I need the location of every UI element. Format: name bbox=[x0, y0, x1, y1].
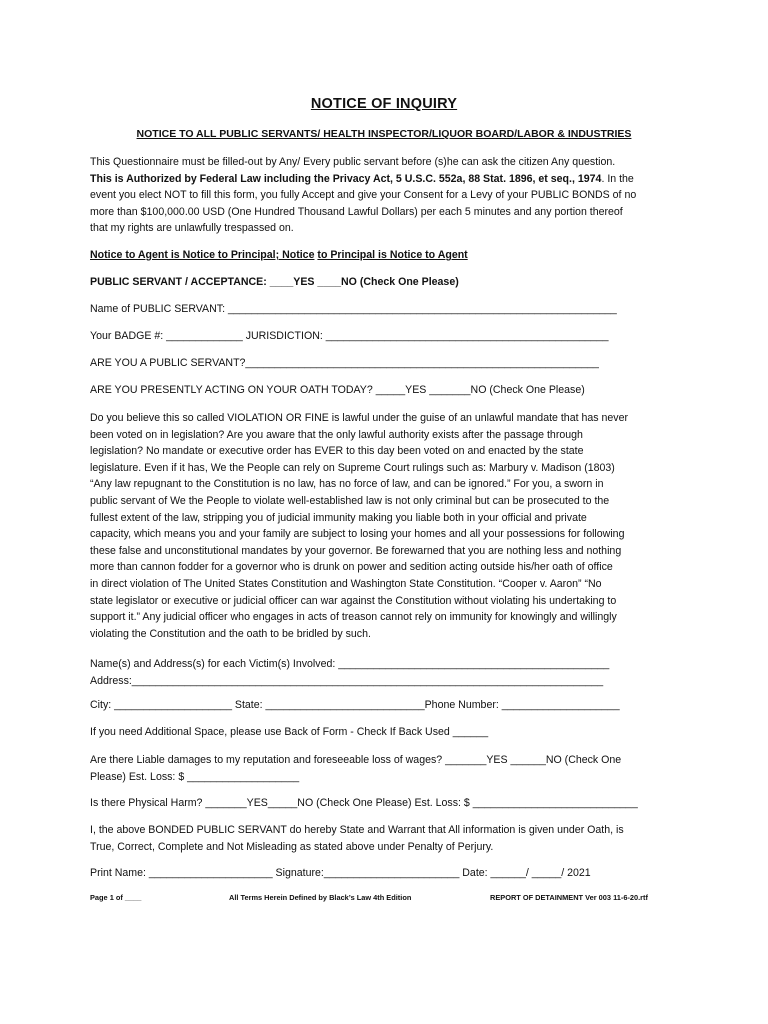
damages-field-group bbox=[90, 752, 690, 785]
body-line: been voted on in legislation? Are you aware that the only lawful authority exists after the passage through bbox=[90, 428, 583, 441]
print-name-signature-date-field[interactable]: Print Name: _____________________ Signature:_______________________ Date: ______/ _____/ 2021 bbox=[90, 867, 591, 879]
document-subtitle: NOTICE TO ALL PUBLIC SERVANTS/ HEALTH INSPECTOR/LIQUOR BOARD/LABOR & INDUSTRIES bbox=[136, 128, 632, 140]
damages-loss-field[interactable]: Please) Est. Loss: $ ___________________ bbox=[90, 770, 300, 783]
additional-space-field[interactable]: If you need Additional Space, please use Back of Form - Check If Back Used ______ bbox=[90, 726, 489, 738]
damages-question-field[interactable]: Are there Liable damages to my reputation and foreseeable loss of wages? _______YES ______NO (Check One bbox=[90, 754, 622, 766]
body-line: Do you believe this so called VIOLATION OR FINE is lawful under the guise of an unlawful mandate that has never bbox=[90, 412, 629, 424]
public-servant-name-field[interactable]: Name of PUBLIC SERVANT: __________________________________________________________________ bbox=[90, 303, 617, 315]
footer-page-number: Page 1 of ____ bbox=[90, 893, 142, 902]
intro-line: more than $100,000.00 USD (One Hundred Thousand Lawful Dollars) per each 5 minutes and any portion thereof bbox=[90, 205, 623, 218]
victims-field-group bbox=[90, 656, 690, 689]
notice-agent-part2: to Principal is Notice to Agent bbox=[317, 249, 468, 261]
badge-jurisdiction-field[interactable]: Your BADGE #: _____________ JURISDICTION: ________________________________________________ bbox=[90, 330, 609, 342]
body-line: in direct violation of The United States Constitution and Washington State Constitution. “Cooper v. Aaron” “No bbox=[90, 577, 602, 590]
notice-agent-principal bbox=[90, 249, 690, 263]
footer-terms: All Terms Herein Defined by Black’s Law 4th Edition bbox=[229, 893, 412, 902]
body-line: support it.” Any judicial officer who engages in acts of treason cannot rely on immunity for knowingly and willingly bbox=[90, 611, 617, 624]
intro-line-end: . In the bbox=[601, 172, 634, 185]
acceptance-line bbox=[90, 276, 690, 290]
body-line: legislature. Even if it has, We the People can rely on Supreme Court rulings such as: Marbury v. Madison (1803) bbox=[90, 461, 615, 474]
body-line: these false and unconstitutional mandates by your governor. Be forewarned that you are nothing less and nothing bbox=[90, 544, 622, 557]
body-line: legislation? No mandate or executive order has EVER to this day been voted on and enacted by the state bbox=[90, 445, 584, 458]
footer-report-id: REPORT OF DETAINMENT Ver 003 11-6-20.rtf bbox=[490, 893, 648, 902]
body-line: more than cannon fodder for a governor who is drunk on power and sedition acting outside his/her oath of office bbox=[90, 561, 613, 574]
body-line: state legislator or executive or judicial officer can war against the Constitution without violating his undertaking to bbox=[90, 594, 617, 607]
victims-address-field[interactable]: Address:________________________________________________________________________________ bbox=[90, 674, 604, 687]
oath-statement bbox=[90, 822, 690, 855]
acceptance-label: PUBLIC SERVANT / ACCEPTANCE bbox=[90, 276, 264, 288]
notice-agent-part1: Notice to Agent is Notice to Principal; Notice bbox=[90, 249, 315, 261]
city-state-phone-field[interactable]: City: ____________________ State: ___________________________Phone Number: ____________________ bbox=[90, 699, 620, 711]
intro-line: This Questionnaire must be filled-out by Any/ Every public servant before (s)he can ask the citizen Any question. bbox=[90, 156, 616, 168]
document-title: NOTICE OF INQUIRY bbox=[310, 96, 458, 112]
body-line: capacity, which means you and your family are subject to losing your homes and all your possessions for following bbox=[90, 528, 625, 541]
body-line: fullest extent of the law, stripping you of judicial immunity making you liable both in your official and private bbox=[90, 511, 587, 524]
intro-line bbox=[90, 171, 690, 188]
acting-on-oath-field[interactable]: ARE YOU PRESENTLY ACTING ON YOUR OATH TODAY? _____YES _______NO (Check One Please) bbox=[90, 384, 585, 396]
are-you-public-servant-field[interactable]: ARE YOU A PUBLIC SERVANT?____________________________________________________________ bbox=[90, 357, 599, 369]
intro-line: that my rights are unlawfully trespassed on. bbox=[90, 222, 294, 235]
intro-line: event you elect NOT to fill this form, you fully Accept and give your Consent for a Levy of your PUBLIC BONDS of no bbox=[90, 189, 637, 202]
authority-statement: This is Authorized by Federal Law including the Privacy Act, 5 U.S.C. 552a, 88 Stat. 1896, et seq., 1974 bbox=[90, 172, 602, 185]
body-line: public servant of We the People to violate well-established law is not only criminal but can be prosecuted to the bbox=[90, 494, 610, 507]
oath-line: True, Correct, Complete and Not Misleading as stated above under Penalty of Perjury. bbox=[90, 840, 494, 853]
victims-name-address-field[interactable]: Name(s) and Address(s) for each Victim(s) Involved: ______________________________________________ bbox=[90, 658, 610, 670]
physical-harm-field[interactable]: Is there Physical Harm? _______YES_____NO (Check One Please) Est. Loss: $ ____________________________ bbox=[90, 797, 638, 809]
acceptance-options: : ____YES ____NO (Check One Please) bbox=[263, 276, 459, 288]
intro-paragraph bbox=[90, 154, 690, 237]
body-paragraph bbox=[90, 410, 690, 642]
body-line: “Any law repugnant to the Constitution is no law, has no force of law, and can be ignored.” For you, a sworn in bbox=[90, 478, 604, 491]
oath-line: I, the above BONDED PUBLIC SERVANT do hereby State and Warrant that All information is given under Oath, is bbox=[90, 824, 624, 836]
body-line: violating the Constitution and the oath to be bridled by such. bbox=[90, 627, 371, 640]
